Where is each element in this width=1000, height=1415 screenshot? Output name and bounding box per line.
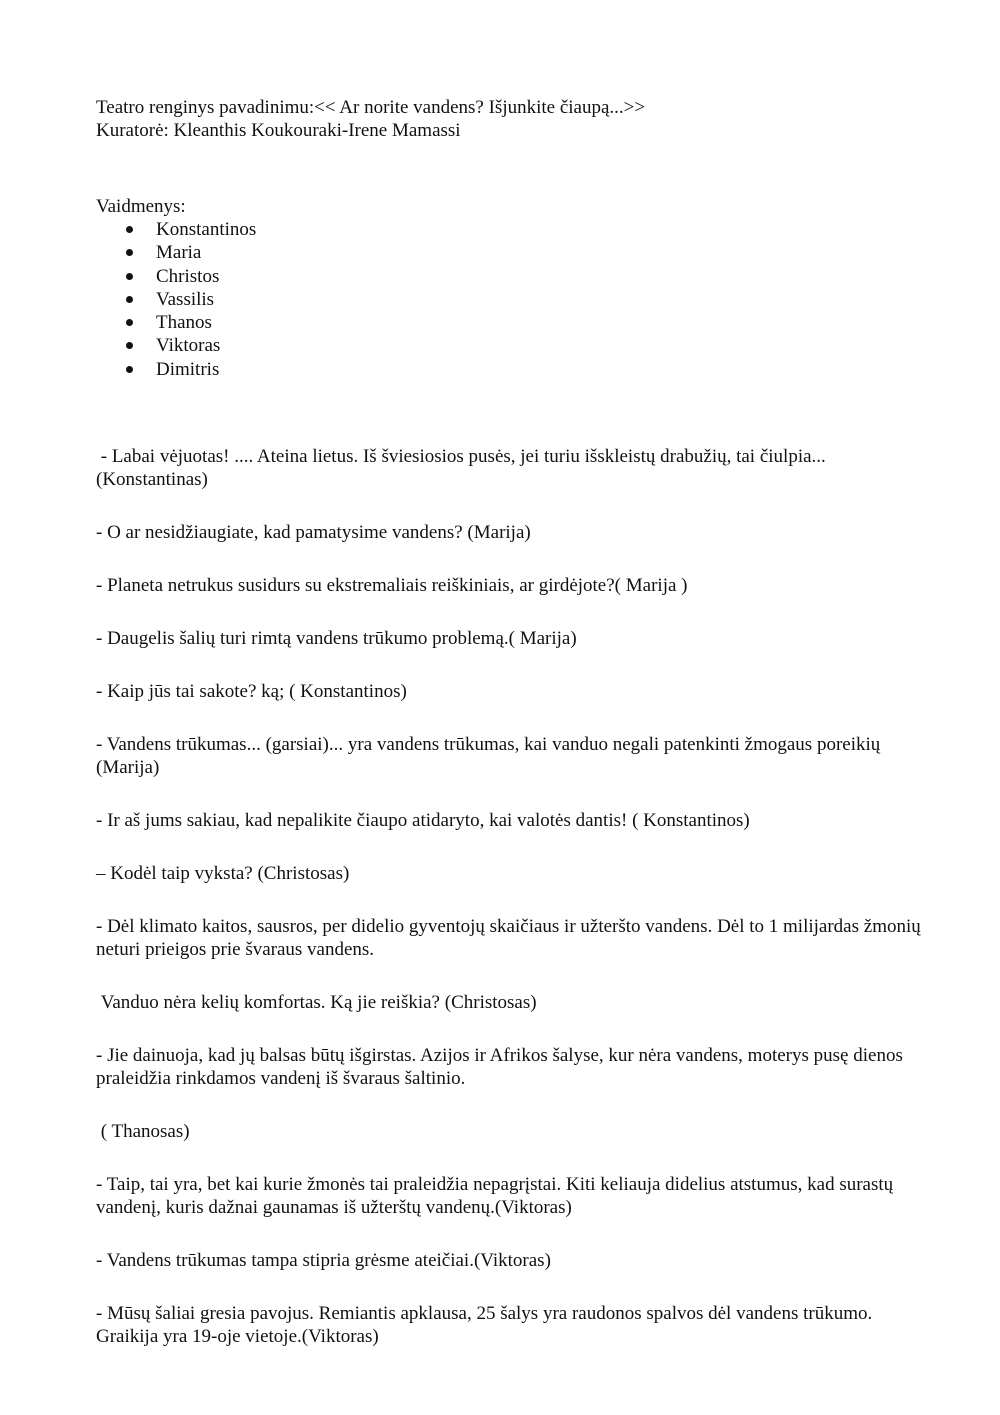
dialogue-line: ( Thanosas): [96, 1121, 190, 1143]
bullet-icon: [126, 296, 133, 303]
bullet-icon: [126, 319, 133, 326]
dialogue-section: [96, 445, 926, 1348]
curator-line: Kuratorė: Kleanthis Koukouraki-Irene Mamassi: [96, 120, 461, 141]
cast-member-name: Maria: [156, 242, 202, 264]
bullet-icon: [126, 342, 133, 349]
cast-member-name: Dimitris: [156, 358, 220, 380]
document-page: [96, 96, 926, 1378]
dialogue-line: - Dėl klimato kaitos, sausros, per didelio gyventojų skaičiaus ir užteršto vandens. Dėl to 1 milijardas žmonių neturi prieigos prie švaraus vandens.: [96, 916, 926, 961]
dialogue-line: – Kodėl taip vyksta? (Christosas): [96, 863, 350, 885]
dialogue-line: - Vandens trūkumas tampa stipria grėsme ateičiai.(Viktoras): [96, 1250, 551, 1272]
cast-list: [96, 218, 926, 381]
dialogue-line: - Vandens trūkumas... (garsiai)... yra vandens trūkumas, kai vanduo negali patenkinti žmogaus poreikių (Marija): [96, 734, 886, 779]
cast-member: [96, 265, 926, 288]
dialogue-line: - Mūsų šaliai gresia pavojus. Remiantis apklausa, 25 šalys yra raudonos spalvos dėl vandens trūkumo. Graikija yra 19-oje vietoje.(Viktoras): [96, 1303, 877, 1348]
dialogue-line: - Daugelis šalių turi rimtą vandens trūkumo problemą.( Marija): [96, 628, 577, 650]
cast-member: [96, 241, 926, 264]
dialogue-line: - Jie dainuoja, kad jų balsas būtų išgirstas. Azijos ir Afrikos šalyse, kur nėra vandens, moterys pusę dienos praleidžia rinkdamos vandenį iš švaraus šaltinio.: [96, 1045, 908, 1090]
dialogue-line: - Kaip jūs tai sakote? ką; ( Konstantinos): [96, 681, 407, 703]
bullet-icon: [126, 366, 133, 373]
event-title: Teatro renginys pavadinimu:<< Ar norite vandens? Išjunkite čiaupą...>>: [96, 97, 646, 118]
dialogue-line: Vanduo nėra kelių komfortas. Ką jie reiškia? (Christosas): [96, 992, 537, 1014]
dialogue-line: - Labai vėjuotas! .... Ateina lietus. Iš šviesiosios pusės, jei turiu išskleistų drabužių, tai čiulpia... (Konstantinas): [96, 446, 831, 491]
cast-member: [96, 311, 926, 334]
dialogue-line: - Ir aš jums sakiau, kad nepalikite čiaupo atidaryto, kai valotės dantis! ( Konstantinos): [96, 810, 750, 832]
dialogue-line: - O ar nesidžiaugiate, kad pamatysime vandens? (Marija): [96, 522, 531, 544]
cast-label: Vaidmenys:: [96, 196, 186, 217]
dialogue-line: - Planeta netrukus susidurs su ekstremaliais reiškiniais, ar girdėjote?( Marija ): [96, 575, 688, 597]
cast-member-name: Vassilis: [156, 288, 215, 310]
cast-member-name: Viktoras: [156, 335, 221, 357]
cast-member-name: Christos: [156, 265, 220, 287]
bullet-icon: [126, 249, 133, 256]
cast-member: [96, 218, 926, 241]
cast-member-name: Thanos: [156, 312, 212, 334]
cast-member: [96, 358, 926, 381]
cast-member: [96, 288, 926, 311]
cast-member-name: Konstantinos: [156, 219, 257, 240]
bullet-icon: [126, 226, 133, 233]
cast-member: [96, 334, 926, 357]
bullet-icon: [126, 273, 133, 280]
dialogue-line: - Taip, tai yra, bet kai kurie žmonės tai praleidžia nepagrįstai. Kiti keliauja didelius atstumus, kad surastų vandenį, kuris dažnai gaunamas iš užterštų vandenų.(Viktoras): [96, 1174, 898, 1219]
